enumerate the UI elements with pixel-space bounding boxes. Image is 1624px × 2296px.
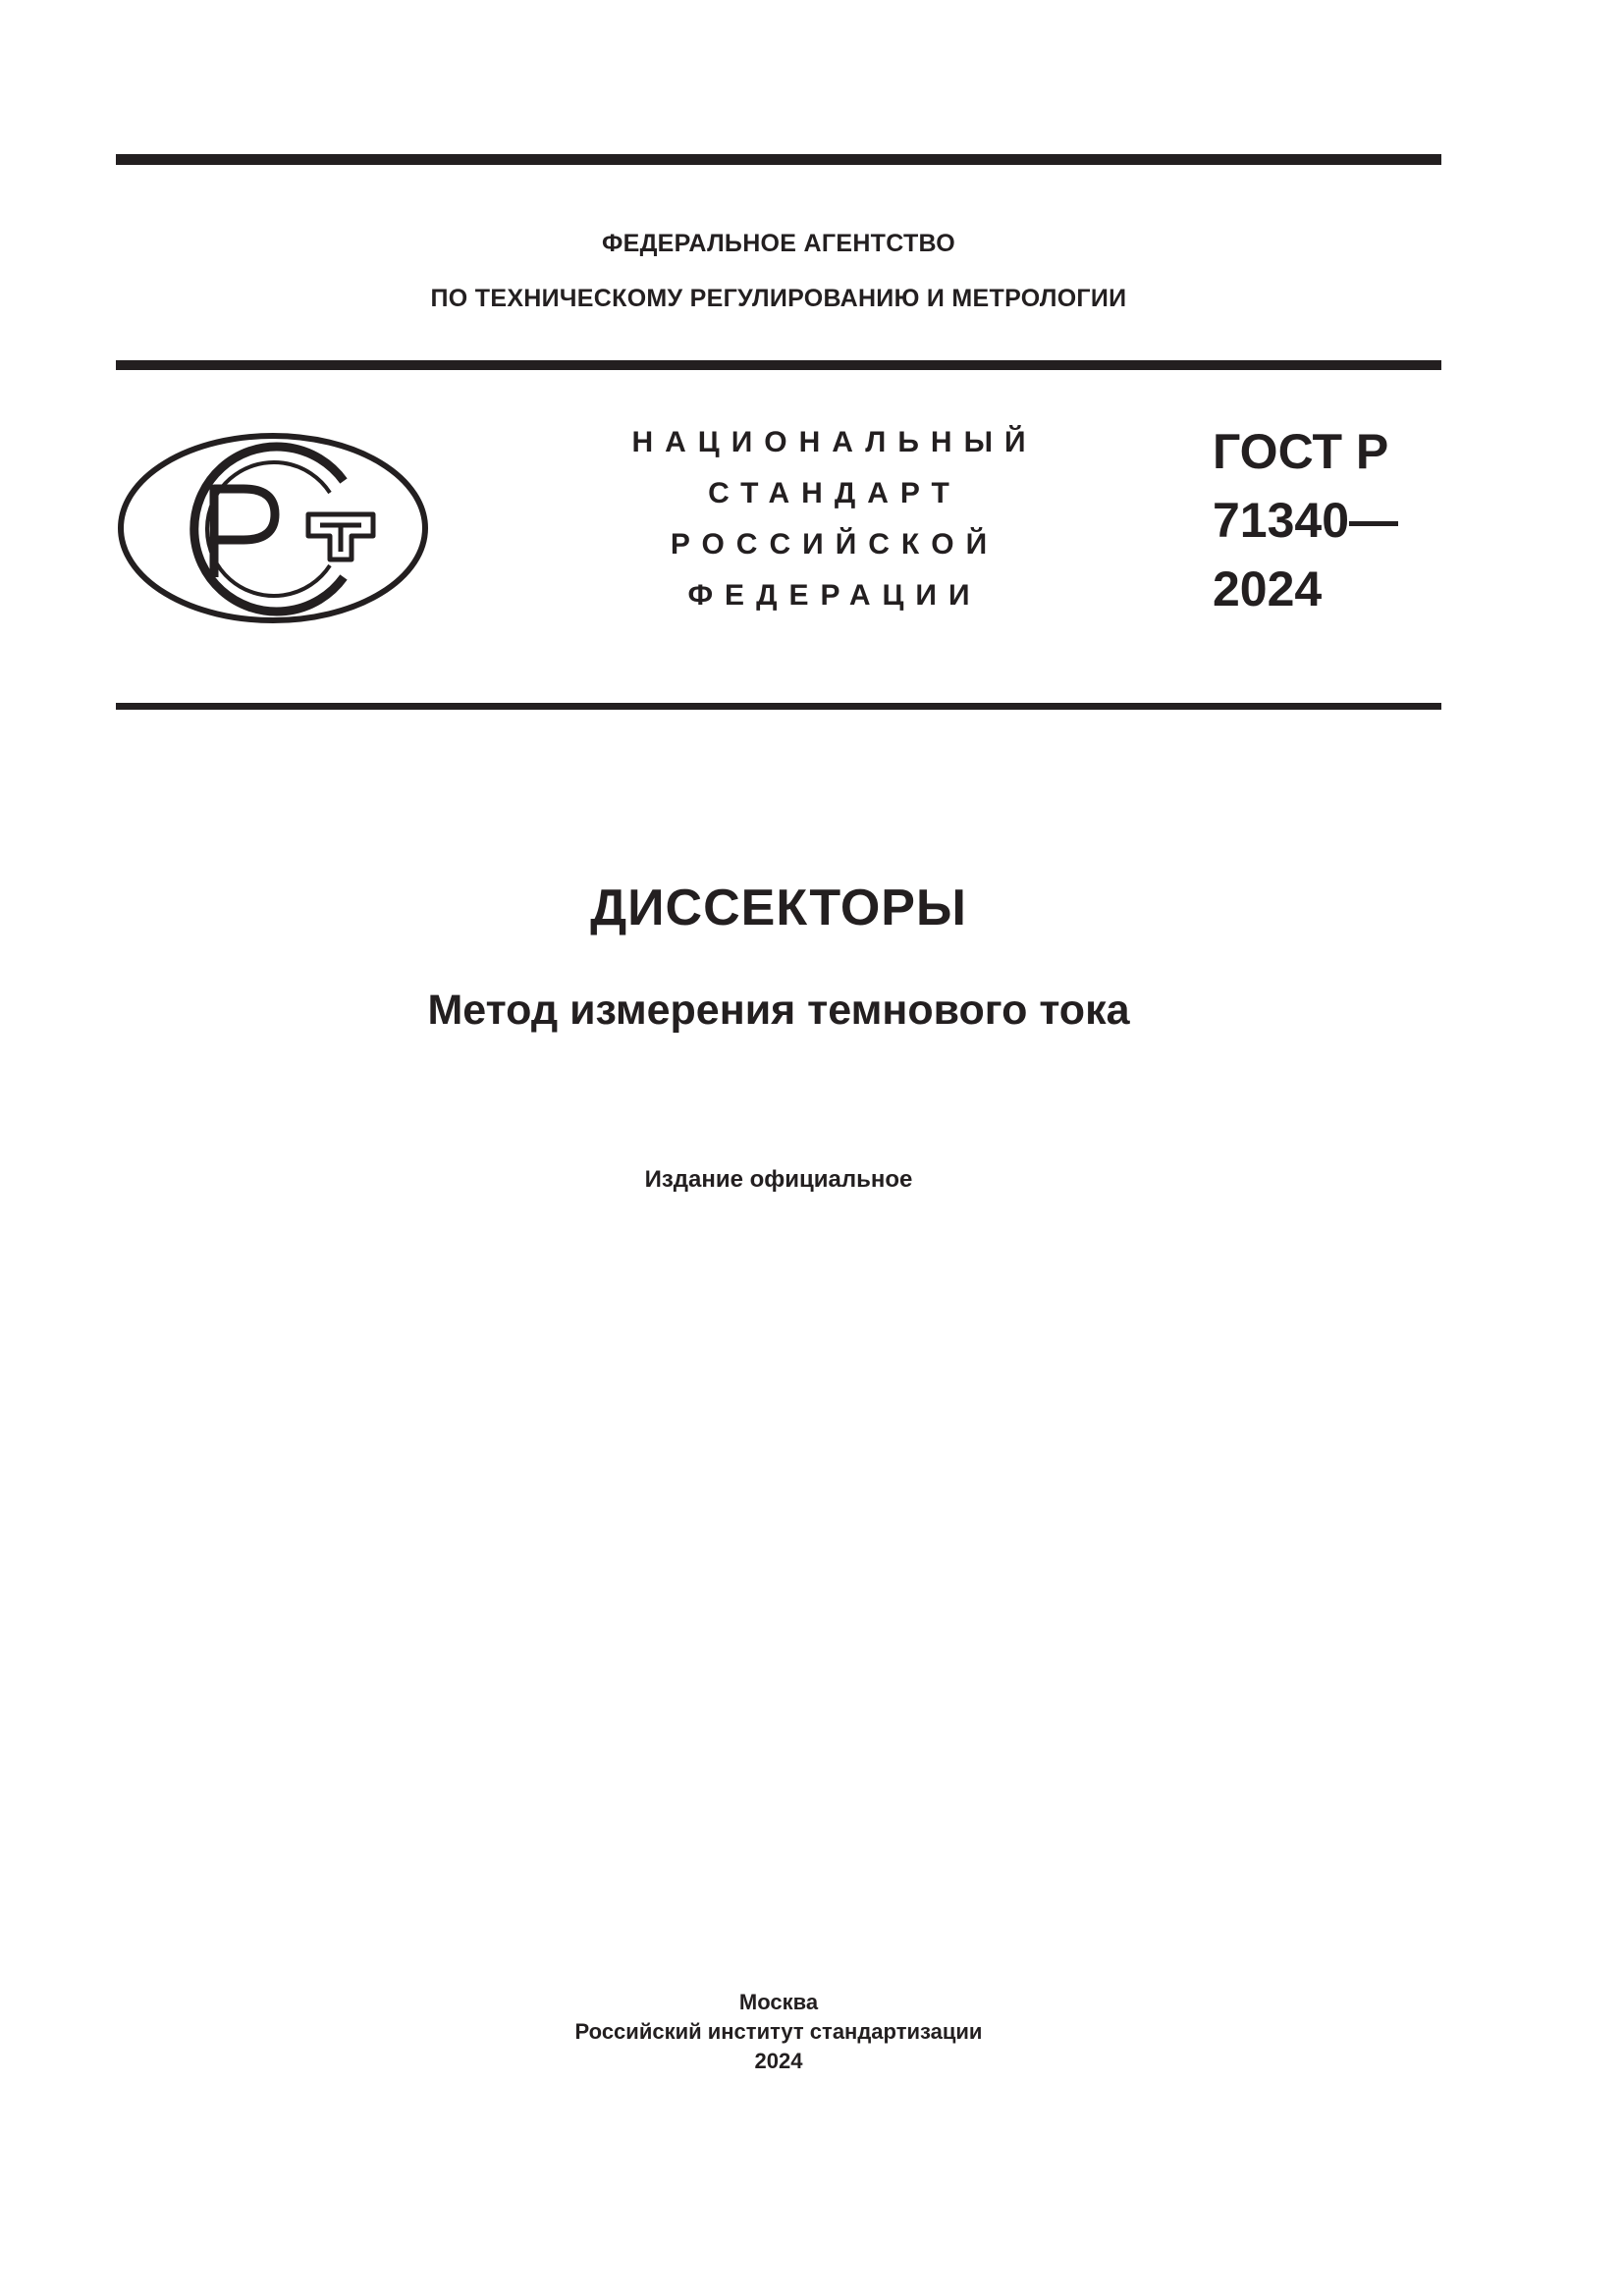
- agency-line-1: ФЕДЕРАЛЬНОЕ АГЕНТСТВО: [601, 230, 956, 257]
- imprint-block: [116, 1988, 1441, 2076]
- standard-type-line-4: ФЕДЕРАЦИИ: [687, 579, 982, 612]
- agency-line-2: ПО ТЕХНИЧЕСКОМУ РЕГУЛИРОВАНИЮ И МЕТРОЛОГИИ: [430, 285, 1127, 312]
- top-divider: [116, 154, 1441, 165]
- rst-logo-icon: [116, 430, 430, 636]
- lower-divider: [116, 703, 1441, 710]
- agency-header: [116, 216, 1441, 326]
- standard-designation: [1213, 417, 1398, 623]
- standard-type-line-3: РОССИЙСКОЙ: [670, 528, 1000, 561]
- designation-line-1: ГОСТ Р: [1213, 424, 1389, 479]
- designation-line-3: 2024: [1213, 561, 1323, 616]
- document-title: ДИССЕКТОРЫ: [590, 880, 967, 936]
- imprint-publisher: Российский институт стандартизации: [574, 2019, 983, 2044]
- edition-note: Издание официальное: [644, 1166, 913, 1193]
- document-subtitle: Метод измерения темнового тока: [427, 987, 1130, 1034]
- middle-divider: [116, 360, 1441, 370]
- imprint-city: Москва: [738, 1990, 819, 2014]
- standard-type-block: [589, 417, 1080, 621]
- standard-type-line-1: НАЦИОНАЛЬНЫЙ: [631, 426, 1038, 458]
- designation-line-2: 71340—: [1213, 493, 1399, 548]
- imprint-year: 2024: [754, 2049, 803, 2073]
- standard-type-line-2: СТАНДАРТ: [708, 477, 961, 509]
